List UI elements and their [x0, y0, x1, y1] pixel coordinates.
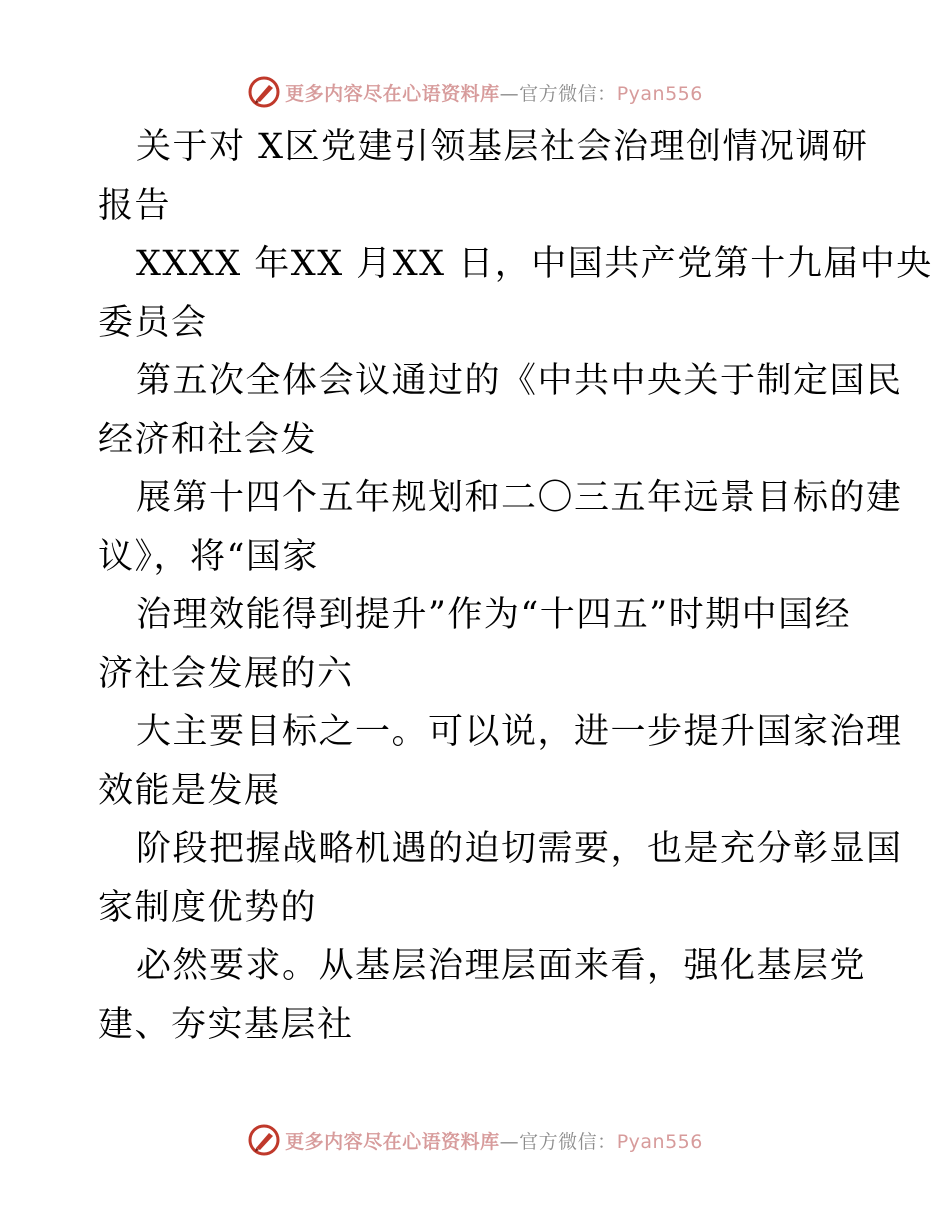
watermark-dash: —	[499, 1130, 520, 1153]
watermark-main: 更多内容尽在心语资料库	[285, 1130, 500, 1153]
text-line: 展第十四个五年规划和二〇三五年远景目标的建	[136, 478, 903, 518]
text-line: 委员会	[98, 302, 208, 343]
header-watermark	[0, 72, 950, 112]
text-line: XXXX 年XX 月XX 日，中国共产党第十九届中央	[136, 244, 933, 284]
watermark-sub: 官方微信：	[519, 1130, 617, 1153]
watermark-text	[285, 79, 703, 106]
text-line: 必然要求。从基层治理层面来看，强化基层党	[136, 946, 867, 986]
text-line: 济社会发展的六	[98, 653, 354, 694]
watermark-dash: —	[499, 82, 520, 105]
text-line: 议》，将“国家	[98, 536, 319, 577]
text-line: 治理效能得到提升”作为“十四五”时期中国经	[136, 595, 852, 635]
watermark-text	[285, 1127, 703, 1154]
footer-watermark	[0, 1120, 950, 1160]
text-line: 关于对 X区党建引领基层社会治理创情况调研	[136, 127, 869, 167]
text-line: 效能是发展	[98, 770, 281, 811]
watermark-id: Pyan556	[616, 1130, 703, 1153]
pen-logo-icon	[247, 75, 281, 109]
watermark-main: 更多内容尽在心语资料库	[285, 82, 500, 105]
text-line: 报告	[98, 185, 172, 226]
text-line: 阶段把握战略机遇的迫切需要，也是充分彰显国	[136, 829, 903, 869]
watermark-sub: 官方微信：	[519, 82, 617, 105]
watermark-id: Pyan556	[616, 82, 703, 105]
text-line: 经济和社会发	[98, 419, 318, 460]
text-line: 建、夯实基层社	[98, 1004, 354, 1045]
text-line: 家制度优势的	[98, 887, 318, 928]
pen-logo-icon	[247, 1123, 281, 1157]
document-body	[98, 118, 933, 1054]
text-line: 第五次全体会议通过的《中共中央关于制定国民	[136, 361, 903, 401]
text-line: 大主要目标之一。可以说，进一步提升国家治理	[136, 712, 903, 752]
